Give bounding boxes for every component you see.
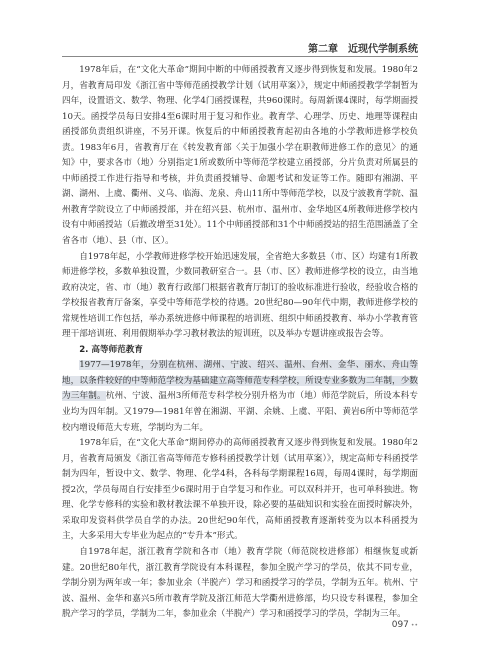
page-marker: •• [410, 622, 418, 629]
paragraph-gaoshi-hanshou: 1978年后，在“文化大革命”期间停办的高师函授教育又逐步得到恢复和发展。1980年2月，省教育局颁发《浙江省高等师范专修科函授教学计划（试用草案）》，规定高师专科函授学制为四年，暂设中文、数学、物理、化学4科，各科每学期课程16周，每周4课时，每学期面授2次，学员每周自行安排至少6课时用于自学复习和作业。可以双科并开，也可单科独进。物理、化学专修科的实验和教材教法课不单独开设，除必要的基础知识和实验在面授时解决外，采取印发资料供学员自学的办法。20世纪90年代，高师函授教育逐渐转变为以本科函授为主，大多采用大专毕业为起点的“专升本”形式。 [62, 438, 418, 542]
section-heading-gaodeng-shifan: 2. 高等师范教育 [79, 344, 143, 355]
paragraph-text: 杭州、宁波、温州3所师范专科学校分别升格为市（地）师范学院后，所设本科专业均为四年制。又1979—1981年曾在湘湖、平湖、余姚、上虞、平阳、黄岩6所中等师范学校内增设师范大专班，学制均为二年。 [62, 391, 418, 433]
header-divider [62, 56, 418, 57]
page-footer [392, 620, 418, 630]
page-number: 097 [391, 620, 409, 630]
page-body [62, 63, 418, 623]
chapter-header: 第二章 近现代学制系统 [308, 44, 418, 55]
paragraph-gaodeng-shifan [62, 358, 418, 436]
paragraph-zhongshi-hanshou: 1978年后，在“文化大革命”期间中断的中师函授教育又逐步得到恢复和发展。1980年2月，省教育局印发《浙江省中等师范函授教学计划（试用草案）》，规定中师函授教学学制暂为四年，设置语文、数学、物理、化学4门函授课程，共960课时。每周新课4课时，每学期面授10天。函授学员每日安排4至6课时用于复习和作业。教育学、心理学、历史、地理等课程由函授部负责组织讲座，不另开课。恢复后的中师函授教育起初由各地的小学教师进修学校负责。1983年6月，省教育厅在《转发教育部〈关于加强小学在职教师进修工作的意见〉的通知》中，要求各市（地）分别指定1所或数所中等师范学校建立函授部，分片负责对所属县的中师函授工作进行指导和考核，并负责函授辅导、命题考试和发证等工作。随即有湘湖、平湖、湖州、上虞、衢州、义乌、临海、龙泉、舟山11所中等师范学校，以及宁波教育学院、温州教育学院设立了中师函授部，并在绍兴县、杭州市、温州市、金华地区4所教师进修学校内设有中师函授站（后撤改增至31处）。11个中师函授部和31个中师函授站的招生范围涵盖了全省各市（地）、县（市、区）。 [62, 65, 418, 247]
highlighted-text: 1977—1978年，分别在杭州、湖州、宁波、绍兴、温州、台州、金华、丽水、舟山等地，以条件较好的中等师范学校为基础建立高等师范专科学校，所设专业多数为二年制，少数为三年制。 [62, 360, 418, 402]
paragraph-jiaoyu-xueyuan: 自1978年起，浙江教育学院和各市（地）教育学院（师范院校进修部）相继恢复或新建。20世纪80年代，浙江教育学院设有本科课程，参加全脱产学习的学员，依其不同专业，学制分别为两年或一年；参加业余（半脱产）学习和函授学习的学员，学制为五年。杭州、宁波、温州、金华和嘉兴5所市教育学院及浙江师范大学衢州进修部，均只设专科课程，参加全脱产学习的学员，学制为二年，参加业余（半脱产）学习和函授学习的学员，学制为三年。 [62, 546, 418, 620]
paragraph-jiaoshi-jinxiu: 自1978年起，小学教师进修学校开始迅速发展，全省绝大多数县（市、区）均建有1所教师进修学校，多数单独设置，少数同教研室合一。县（市、区）教师进修学校的设立，由当地政府决定，省、市（地）教育行政部门根据省教育厅制订的验收标准进行验收，经验收合格的学校报省教育厅备案，享受中等师范学校的待遇。20世纪80—90年代中期，教师进修学校的常规性培训工作包括，举办系统进修中师课程的培训班、组织中师函授教育、举办小学教育管理干部培训班、利用假期举办学习教材教法的短训班，以及举办专题讲座或报告会等。 [62, 251, 418, 340]
